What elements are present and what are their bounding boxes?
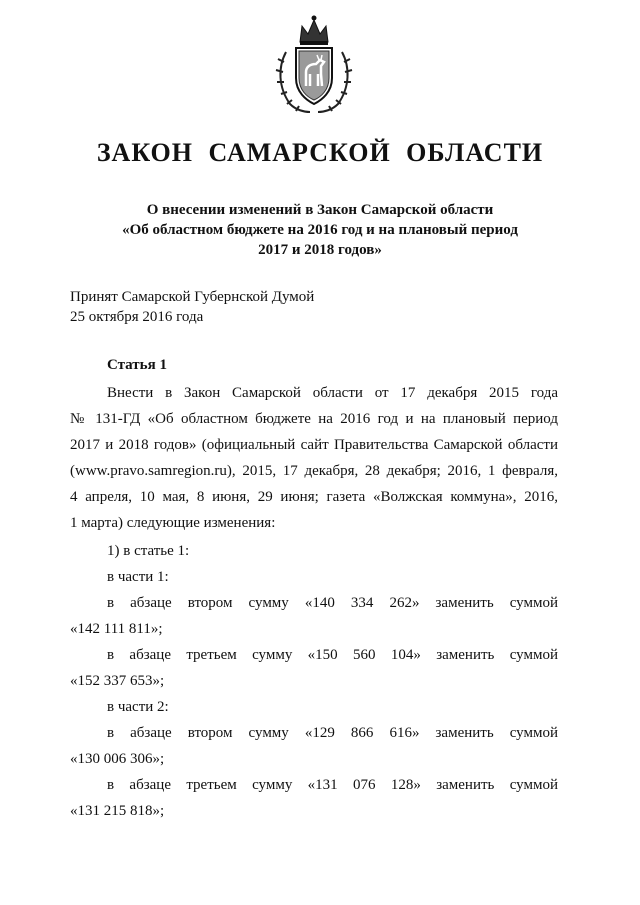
article-intro-line: 4 апреля, 10 мая, 8 июня, 29 июня; газета «Волжская коммуна», 2016, <box>70 489 558 505</box>
article-intro-line: (www.pravo.samregion.ru), 2015, 17 декабря, 28 декабря; 2016, 1 февраля, <box>70 463 558 479</box>
article-heading: Статья 1 <box>107 357 167 373</box>
amendment-line: в абзаце втором сумму «129 866 616» заменить суммой <box>107 725 558 741</box>
article-intro-line: № 131-ГД «Об областном бюджете на 2016 год и на плановый период <box>70 411 558 427</box>
article-intro-line: 2017 и 2018 годов» (официальный сайт Правительства Самарской области <box>70 437 558 453</box>
article-intro-line: 1 марта) следующие изменения: <box>70 515 276 531</box>
subtitle-line: «Об областном бюджете на 2016 год и на плановый период <box>122 222 518 238</box>
article-intro-line: Внести в Закон Самарской области от 17 декабря 2015 года <box>107 385 558 401</box>
subtitle-line: О внесении изменений в Закон Самарской области <box>146 202 494 218</box>
amendment-line: «130 006 306»; <box>70 751 165 767</box>
amendment-line: «142 111 811»; <box>70 621 163 637</box>
adoption-date: 25 октября 2016 года <box>70 309 204 325</box>
amendment-part: в части 1: <box>107 569 169 585</box>
adoption-body: Принят Самарской Губернской Думой <box>70 289 315 305</box>
amendment-item: 1) в статье 1: <box>107 543 190 559</box>
amendment-line: «131 215 818»; <box>70 803 165 819</box>
amendment-line: в абзаце втором сумму «140 334 262» заменить суммой <box>107 595 558 611</box>
amendment-line: в абзаце третьем сумму «150 560 104» заменить суммой <box>107 647 558 663</box>
samara-coat-of-arms-emblem <box>272 12 356 116</box>
law-title: ЗАКОН САМАРСКОЙ ОБЛАСТИ <box>96 138 544 167</box>
amendment-line: «152 337 653»; <box>70 673 165 689</box>
adoption-info <box>70 287 314 327</box>
law-subtitle <box>60 200 580 260</box>
amendment-line: в абзаце третьем сумму «131 076 128» заменить суммой <box>107 777 558 793</box>
subtitle-line: 2017 и 2018 годов» <box>258 242 382 258</box>
coat-of-arms-icon <box>272 12 356 116</box>
amendment-part: в части 2: <box>107 699 169 715</box>
